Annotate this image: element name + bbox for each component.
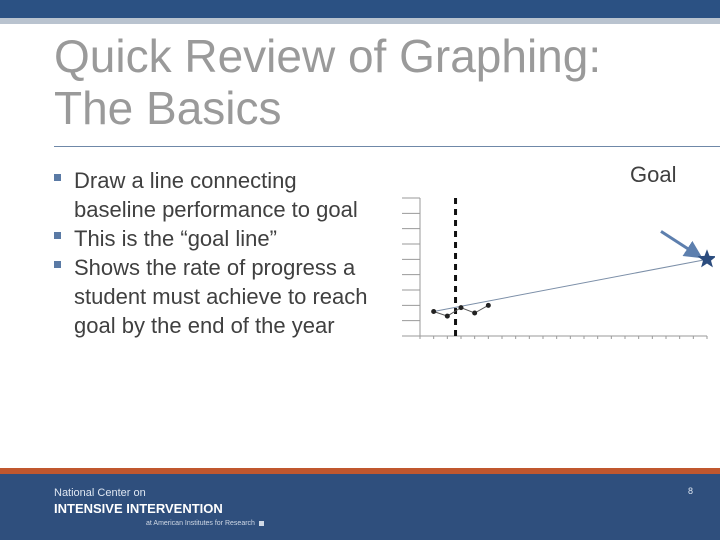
footer-square-icon — [259, 521, 264, 526]
slide-title — [54, 30, 674, 134]
footer-org-line2: INTENSIVE INTERVENTION — [54, 501, 223, 516]
title-divider — [54, 146, 720, 147]
bullet-text: Shows the rate of progress a student must achieve to reach goal by the end of the year — [74, 255, 368, 338]
goal-arrow-icon — [661, 231, 695, 253]
header-bar — [0, 0, 720, 18]
goal-star-icon — [698, 249, 716, 267]
footer-org-line3-text: at American Institutes for Research — [146, 520, 255, 527]
title-line-1: Quick Review of Graphing: — [54, 30, 602, 82]
bullet-item — [52, 253, 382, 340]
bullet-text: This is the “goal line” — [74, 226, 277, 251]
header-accent — [0, 18, 720, 24]
progress-graph — [380, 180, 715, 345]
title-line-2: The Basics — [54, 82, 282, 134]
goal-label: Goal — [630, 162, 677, 187]
bullet-square-icon — [54, 174, 61, 181]
footer-org-line3 — [146, 520, 264, 527]
y-axis-ticks — [402, 198, 420, 336]
data-point — [472, 311, 477, 316]
data-point — [431, 309, 436, 314]
data-point — [445, 314, 450, 319]
data-point — [486, 303, 491, 308]
bullet-list — [52, 166, 382, 340]
bullet-text: Draw a line connecting baseline performance to goal — [74, 168, 358, 222]
bullet-item — [52, 224, 382, 253]
goal-line — [434, 259, 707, 311]
data-point — [459, 305, 464, 310]
bullet-square-icon — [54, 232, 61, 239]
footer-accent — [0, 468, 720, 474]
page-number: 8 — [688, 486, 694, 496]
bullet-item — [52, 166, 382, 224]
bullet-square-icon — [54, 261, 61, 268]
footer-org-line1: National Center on — [54, 487, 146, 499]
